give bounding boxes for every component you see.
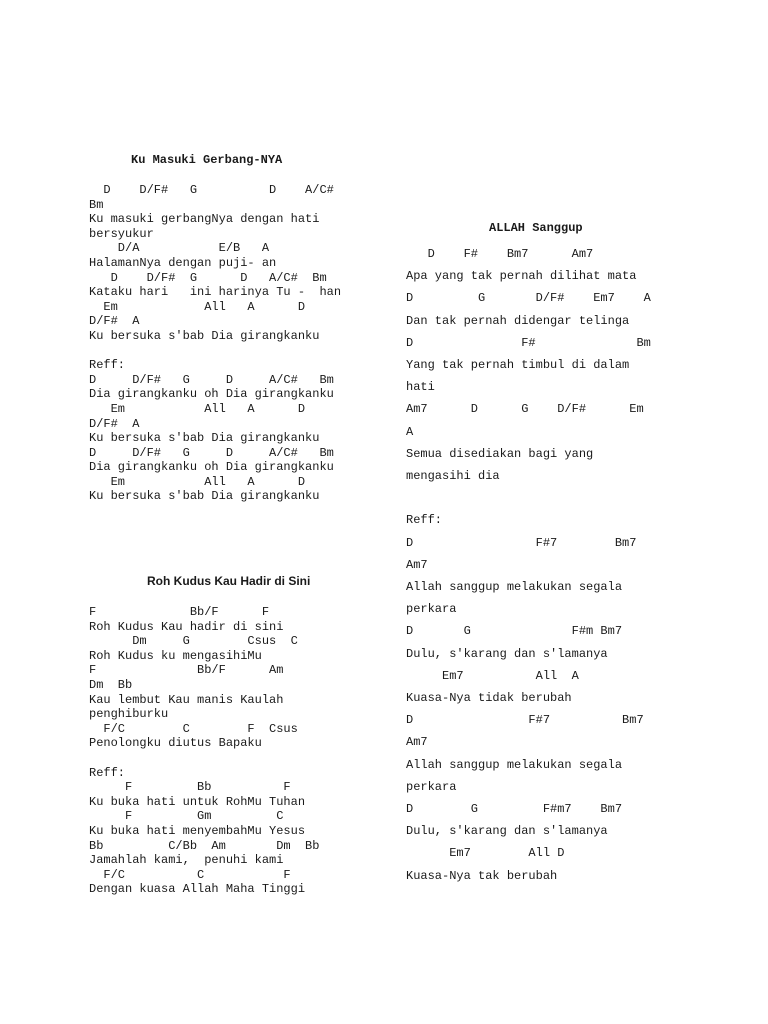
song-body: D F# Bm7 Am7 Apa yang tak pernah dilihat mata D G D/F# Em7 A Dan tak pernah didengar telinga D F# Bm Yang tak pernah timbul di dalam hati Am7 D G D/F# Em A Semua disediakan bagi yang mengasihi dia Reff: D F#7 Bm7 Am7 Allah sanggup melakukan segala perkara D G F#m Bm7 Dulu, s'karang dan s'lamanya Em7 All A Kuasa-Nya tidak berubah D F#7 Bm7 Am7 Allah sanggup melakukan segala perkara D G F#m7 Bm7 Dulu, s'karang dan s'lamanya Em7 All D Kuasa-Nya tak berubah — [406, 247, 651, 883]
song-title-allah-sanggup: ALLAH Sanggup — [489, 221, 583, 235]
song-lyrics-chords-roh-kudus — [89, 605, 319, 897]
song-title-ku-masuki-gerbang: Ku Masuki Gerbang-NYA — [131, 153, 283, 167]
song-body: D D/F# G D A/C# Bm Ku masuki gerbangNya dengan hati bersyukur D/A E/B A HalamanNya dengan puji- an D D/F# G D A/C# Bm Kataku hari ini harinya Tu - han Em All A D D/F# A Ku bersuka s'bab Dia girangkanku Reff: D D/F# G D A/C# Bm Dia girangkanku oh Dia girangkanku Em All A D D/F# A Ku bersuka s'bab Dia girangkanku D D/F# G D A/C# Bm Dia girangkanku oh Dia girangkanku Em All A D Ku bersuka s'bab Dia girangkanku — [89, 183, 342, 504]
song-lyrics-chords-ku-masuki-gerbang — [89, 183, 341, 504]
song-lyrics-chords-allah-sanggup — [406, 243, 651, 887]
song-body: F Bb/F F Roh Kudus Kau hadir di sini Dm G Csus C Roh Kudus ku mengasihiMu F Bb/F Am Dm Bb Kau lembut Kau manis Kaulah penghiburku F/C C F Csus Penolongku diutus Bapaku Reff: F Bb F Ku buka hati untuk RohMu Tuhan F Gm C Ku buka hati menyembahMu Yesus Bb C/Bb Am Dm Bb Jamahlah kami, penuhi kami F/C C F Dengan kuasa Allah Maha Tinggi — [89, 605, 320, 897]
song-title-roh-kudus: Roh Kudus Kau Hadir di Sini — [147, 574, 311, 588]
